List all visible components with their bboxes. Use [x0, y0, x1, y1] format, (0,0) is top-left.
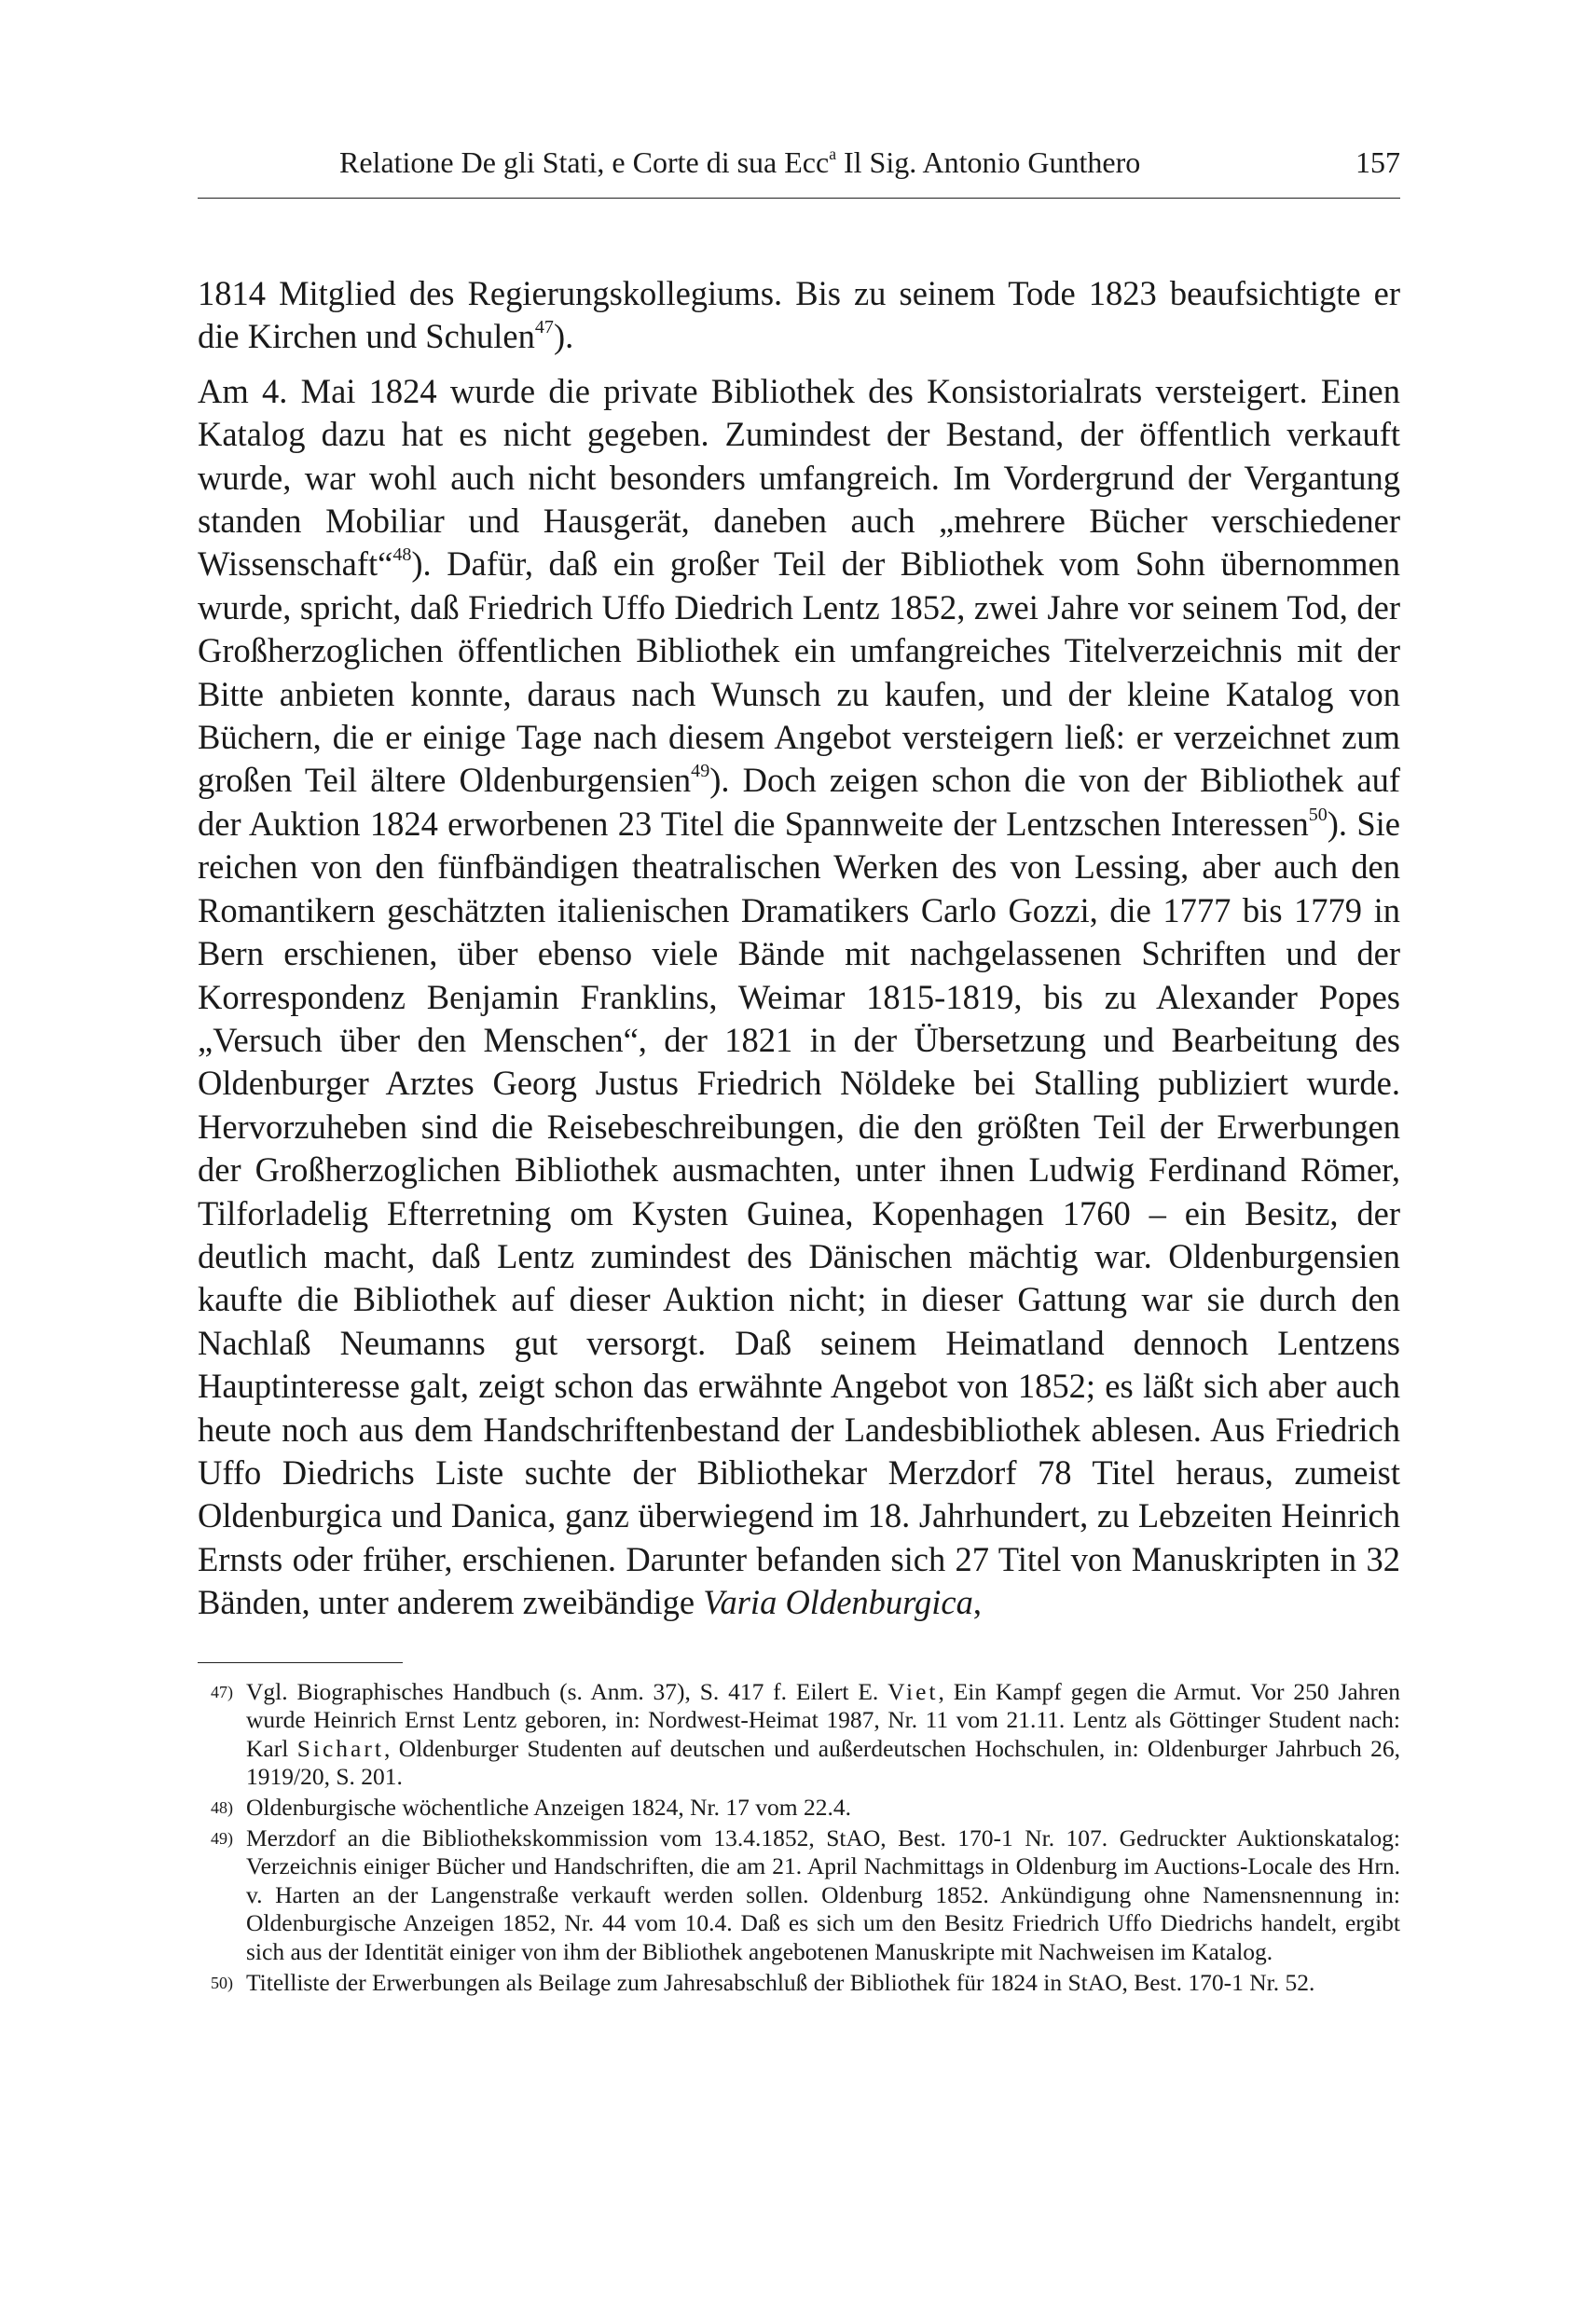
paragraph-2 [198, 370, 1400, 1625]
italic-title: Varia Oldenburgica [703, 1583, 973, 1622]
footnotes [198, 1678, 1400, 1998]
footnote-ref-50[interactable]: 50 [1308, 804, 1328, 825]
paragraph-text: ). Doch zeigen schon die von der Bibliothek auf der Auktion 1824 erworbenen 23 Titel die Spannweite der Lentzschen Interessen [198, 761, 1400, 843]
footnote-ref-47[interactable]: 47 [534, 317, 554, 338]
author-name: Viet [887, 1677, 939, 1705]
running-title-superscript: a [829, 144, 836, 163]
page-number: 157 [1355, 145, 1400, 179]
paragraph-text: ). Dafür, daß ein großer Teil der Bibliothek vom Sohn übernommen wurde, spricht, daß Friedrich Uffo Diedrich Lentz 1852, zwei Jahre vor seinem Tod, der Großherzoglichen öffentlichen Bibliothek ein umfangreiches Titelverzeichnis mit der Bitte anbieten konnte, daraus nach Wunsch zu kaufen, und der kleine Katalog von Büchern, die er einige Tage nach diesem Angebot versteigern ließ: er verzeichnet zum großen Teil ältere Oldenburgensien [198, 544, 1400, 800]
running-title-text-rest: Il Sig. Antonio Gunthero [836, 145, 1141, 179]
footnote-mark: 50) [211, 1973, 233, 1992]
footnote-47 [198, 1678, 1400, 1792]
running-title [339, 140, 1140, 185]
footnote-ref-48[interactable]: 48 [392, 544, 412, 566]
document-page [198, 140, 1400, 1999]
main-text [198, 272, 1400, 1625]
footnote-ref-49[interactable]: 49 [691, 761, 710, 782]
footnote-text-part: , Oldenburger Studenten auf deutschen und außerdeutschen Hochschulen, in: Oldenburger Jahrbuch 26, 1919/20, S. 201. [246, 1734, 1400, 1791]
running-title-text: Relatione De gli Stati, e Corte di sua Ecc [339, 145, 830, 179]
footnote-text: Oldenburgische wöchentliche Anzeigen 1824, Nr. 17 vom 22.4. [246, 1793, 851, 1821]
footnote-text: Titelliste der Erwerbungen als Beilage zum Jahresabschluß der Bibliothek für 1824 in StAO, Best. 170-1 Nr. 52. [246, 1968, 1315, 1996]
footnote-mark: 47) [211, 1682, 233, 1701]
footnote-mark: 49) [211, 1828, 233, 1848]
footnote-text-part: Vgl. Biographisches Handbuch (s. Anm. 37), S. 417 f. Eilert E. [246, 1677, 888, 1705]
paragraph-text: 1814 Mitglied des Regierungskollegiums. Bis zu seinem Tode 1823 beaufsichtigte er die Kirchen und Schulen [198, 274, 1400, 356]
footnote-text-part: , Ein Kampf gegen die Armut. Vor 250 Jahren wurde Heinrich Ernst Lentz geboren, in: Nordwest-Heimat 1987, Nr. 11 vom 21.11. Lentz als Göttinger Student nach: Karl [246, 1677, 1400, 1762]
running-header [198, 140, 1400, 185]
paragraph-text: , [972, 1583, 982, 1622]
paragraph-text: ). [553, 317, 574, 356]
footnote-48 [198, 1794, 1400, 1823]
footnote-mark: 48) [211, 1797, 233, 1817]
paragraph-text: Am 4. Mai 1824 wurde die private Bibliothek des Konsistorialrats versteigert. Einen Katalog dazu hat es nicht gegeben. Zumindest der Bestand, der öffentlich verkauft wurde, war wohl auch nicht besonders umfangreich. Im Vordergrund der Vergantung standen Mobiliar und Hausgerät, daneben auch „mehrere Bücher verschiedener Wissenschaft“ [198, 371, 1400, 584]
footnote-50 [198, 1969, 1400, 1998]
paragraph-text: ). Sie reichen von den fünfbändigen theatralischen Werken des von Lessing, aber auch den Romantikern geschätzten italienischen Dramatikers Carlo Gozzi, die 1777 bis 1779 in Bern erschienen, über ebenso viele Bände mit nachgelassenen Schriften und der Korrespondenz Benjamin Franklins, Weimar 1815-1819, bis zu Alexander Popes „Versuch über den Menschen“, der 1821 in der Übersetzung und Bearbeitung des Oldenburger Arztes Georg Justus Friedrich Nöldeke bei Stalling publiziert wurde. Hervorzuheben sind die Reisebeschreibungen, die den größten Teil der Erwerbungen der Großherzoglichen Bibliothek ausmachten, unter ihnen Ludwig Ferdinand Römer, Tilforladelig Efterretning om Kysten Guinea, Kopenhagen 1760 – ein Besitz, der deutlich macht, daß Lentz zumindest des Dänischen mächtig war. Oldenburgensien kaufte die Bibliothek auf dieser Auktion nicht; in dieser Gattung war sie durch den Nachlaß Neumanns gut versorgt. Daß seinem Heimatland dennoch Lentzens Hauptinteresse galt, zeigt schon das erwähnte Angebot von 1852; es läßt sich aber auch heute noch aus dem Handschriftenbestand der Landesbibliothek ablesen. Aus Friedrich Uffo Diedrichs Liste suchte der Bibliothekar Merzdorf 78 Titel heraus, zumeist Oldenburgica und Danica, ganz überwiegend im 18. Jahrhundert, zu Lebzeiten Heinrich Ernsts oder früher, erschienen. Darunter befanden sich 27 Titel von Manuskripten in 32 Bänden, unter anderem zweibändige [198, 804, 1400, 1622]
footnote-rule [198, 1662, 403, 1663]
author-name: Sichart [296, 1734, 384, 1762]
footnote-49 [198, 1824, 1400, 1967]
header-rule [198, 198, 1400, 199]
paragraph-1 [198, 272, 1400, 359]
footnote-text: Merzdorf an die Bibliothekskommission vom 13.4.1852, StAO, Best. 170-1 Nr. 107. Gedruckter Auktionskatalog: Verzeichnis einiger Bücher und Handschriften, die am 21. April Nachmittags in Oldenburg im Auctions-Locale des Hrn. v. Harten an der Langenstraße verkauft werden sollen. Oldenburg 1852. Ankündigung ohne Namensnennung in: Oldenburgische Anzeigen 1852, Nr. 44 vom 10.4. Daß es sich um den Besitz Friedrich Uffo Diedrichs handelt, ergibt sich aus der Identität einiger von ihm der Bibliothek angebotenen Manuskripte mit Nachweisen im Katalog. [246, 1823, 1400, 1965]
footnote-text [246, 1678, 1400, 1792]
